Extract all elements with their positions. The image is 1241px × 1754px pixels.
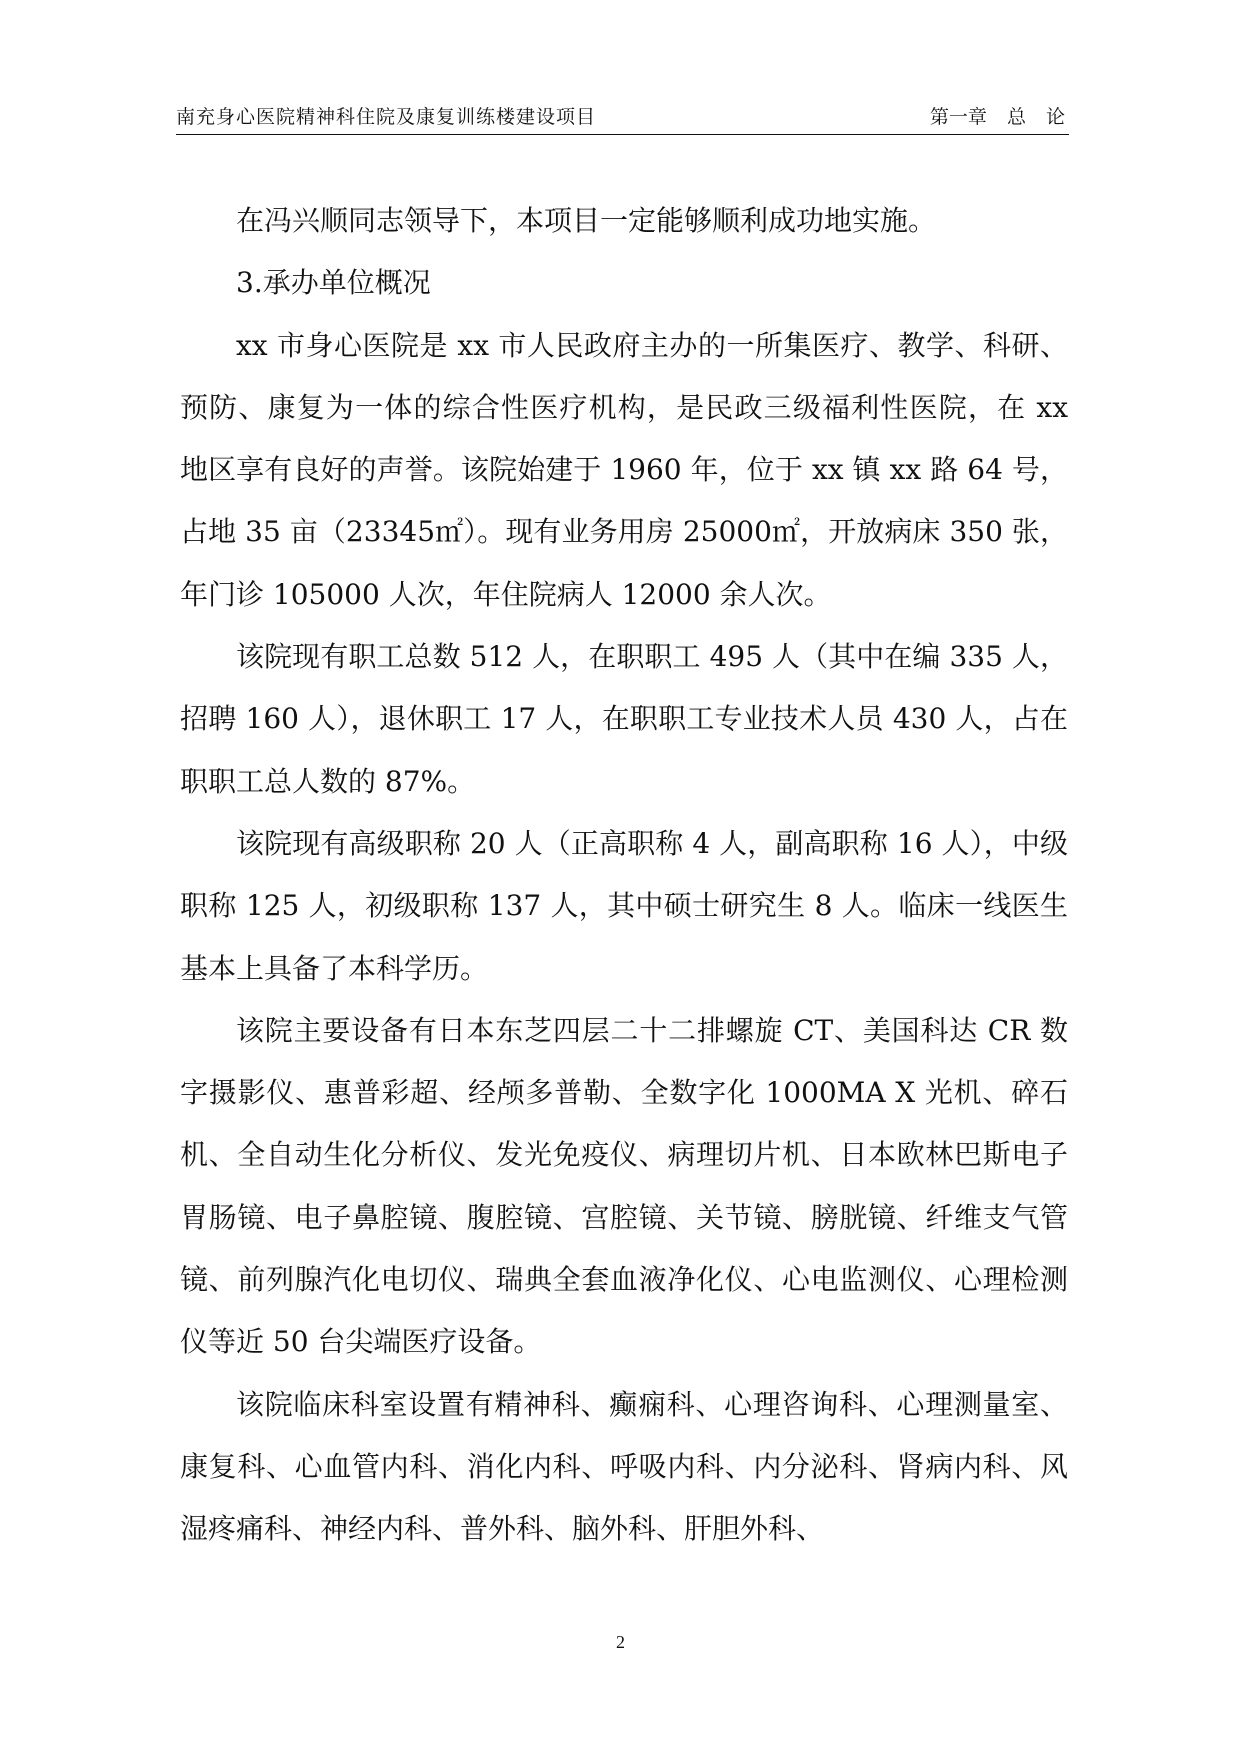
paragraph-leadership: 在冯兴顺同志领导下，本项目一定能够顺利成功地实施。	[236, 204, 937, 237]
section-heading: 3.承办单位概况	[236, 266, 431, 300]
header-rule	[176, 134, 1069, 135]
document-title: 南充身心医院精神科住院及康复训练楼建设项目	[176, 106, 597, 128]
chapter-title: 第一章 总 论	[929, 106, 1065, 128]
page-header	[176, 104, 1069, 136]
body-text	[180, 190, 1068, 1561]
page-number: 2	[616, 1632, 625, 1652]
paragraph-equipment: 该院主要设备有日本东芝四层二十二排螺旋 CT、美国科达 CR 数字摄影仪、惠普彩超、经颅多普勒、全数字化 1000MA X 光机、碎石机、全自动生化分析仪、发光免疫仪、病理切片机、日本欧林巴斯电子胃肠镜、电子鼻腔镜、腹腔镜、宫腔镜、关节镜、膀胱镜、纤维支气管镜、前列腺汽化电切仪、瑞典全套血液净化仪、心电监测仪、心理检测仪等近 50 台尖端医疗设备。	[180, 1013, 1068, 1359]
paragraph-hospital-overview: xx 市身心医院是 xx 市人民政府主办的一所集医疗、教学、科研、预防、康复为一体的综合性医疗机构，是民政三级福利性医院，在 xx 地区享有良好的声誉。该院始建于 1960 年，位于 xx 镇 xx 路 64 号，占地 35 亩（23345㎡）。现有业务用房 25000㎡，开放病床 350 张，年门诊 105000 人次，年住院病人 12000 余人次。	[180, 328, 1068, 611]
paragraph-titles: 该院现有高级职称 20 人（正高职称 4 人，副高职称 16 人），中级职称 125 人，初级职称 137 人，其中硕士研究生 8 人。临床一线医生基本上具备了本科学历。	[180, 826, 1068, 985]
paragraph-departments: 该院临床科室设置有精神科、癫痫科、心理咨询科、心理测量室、康复科、心血管内科、消化内科、呼吸内科、内分泌科、肾病内科、风湿疼痛科、神经内科、普外科、脑外科、肝胆外科、	[180, 1387, 1068, 1546]
paragraph-staff: 该院现有职工总数 512 人，在职职工 495 人（其中在编 335 人，招聘 160 人），退休职工 17 人，在职职工专业技术人员 430 人，占在职职工总人数的 87%。	[180, 640, 1068, 798]
